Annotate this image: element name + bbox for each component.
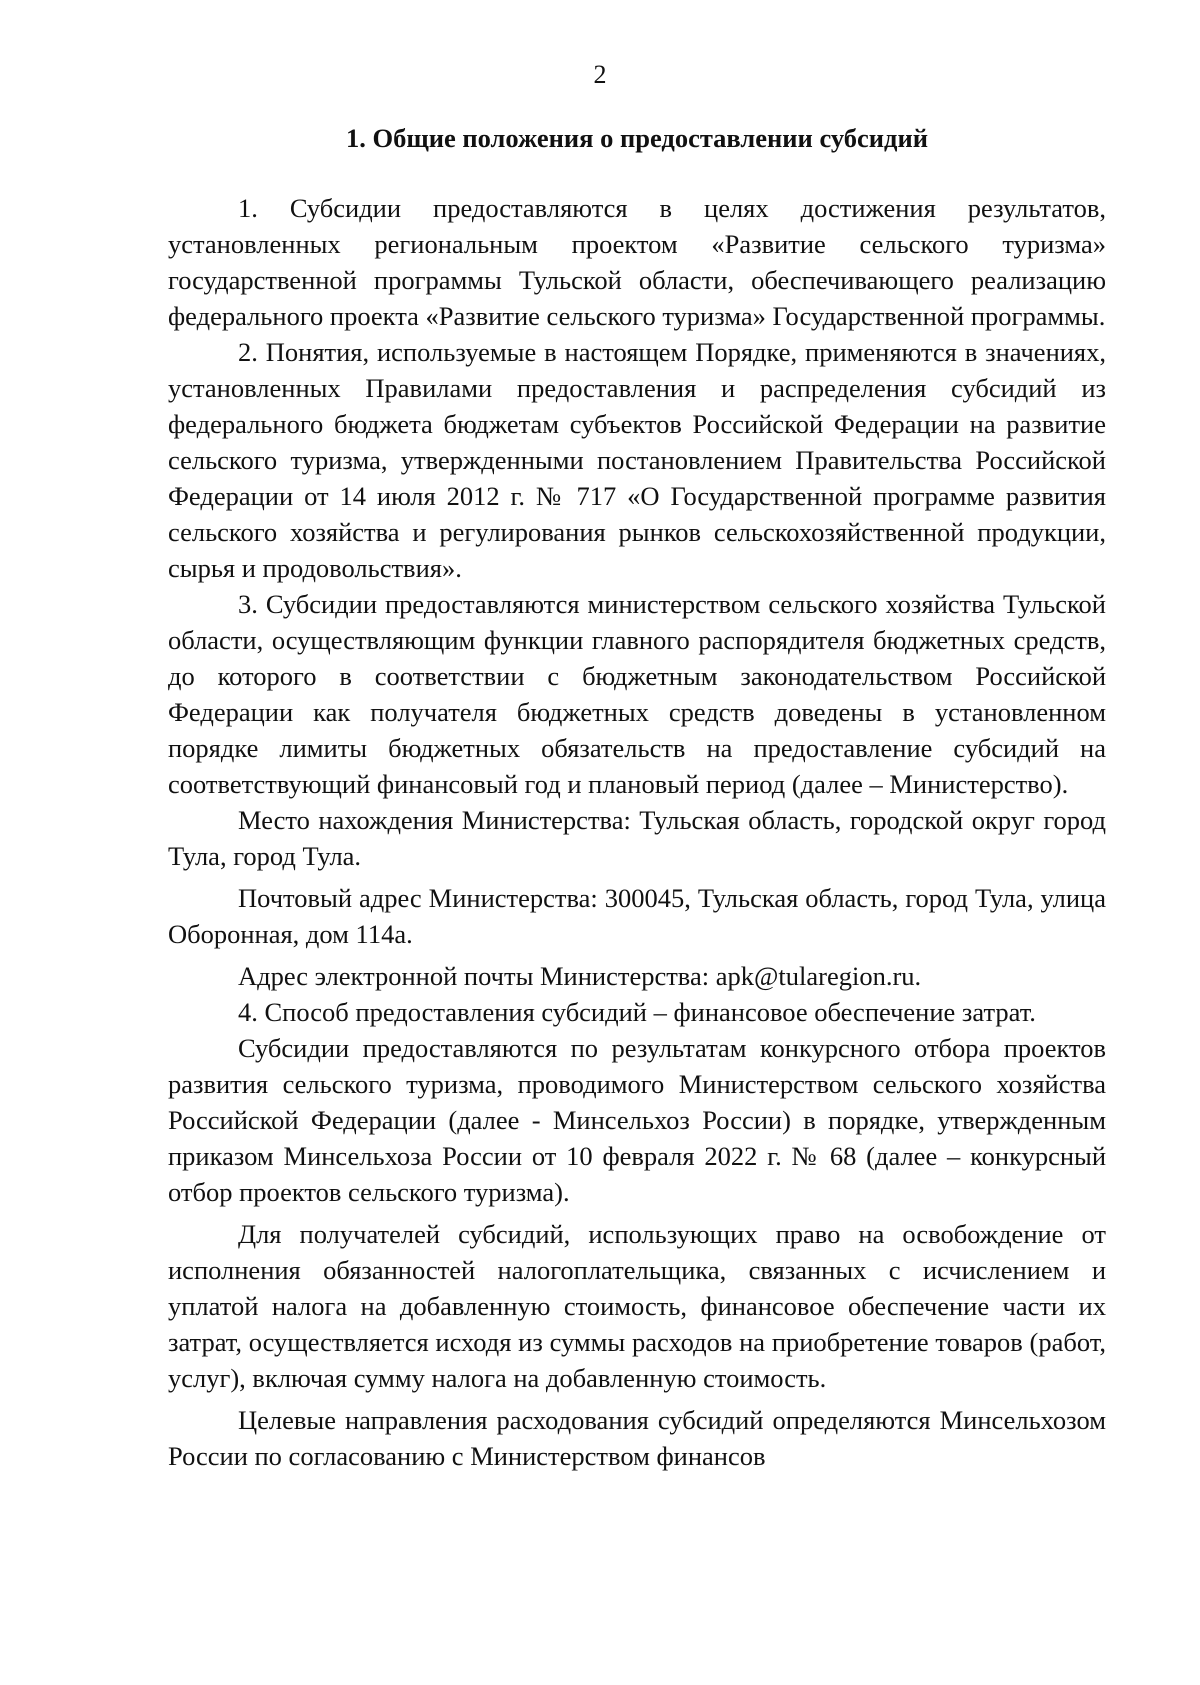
section-heading: 1. Общие положения о предоставлении субсидий	[345, 123, 928, 153]
page-number: 2	[593, 60, 607, 89]
paragraph-selection: Субсидии предоставляются по результатам конкурсного отбора проектов развития сельского туризма, проводимого Министерством сельского хозяйства Российской Федерации (далее - Минсельхоз России) в порядке, утвержденным приказом Минсельхоза России от 10 февраля 2022 г. № 68 (далее – конкурсный отбор проектов сельского туризма).	[168, 1033, 1106, 1207]
paragraph-3: 3. Субсидии предоставляются министерством сельского хозяйства Тульской области, осуществляющим функции главного распорядителя бюджетных средств, до которого в соответствии с бюджетным законодательством Российской Федерации как получателя бюджетных средств доведены в установленном порядке лимиты бюджетных обязательств на предоставление субсидий на соответствующий финансовый год и плановый период (далее – Министерство).	[168, 589, 1106, 799]
document-body	[168, 190, 1106, 1474]
paragraph-2: 2. Понятия, используемые в настоящем Порядке, применяются в значениях, установленных Правилами предоставления и распределения субсидий из федерального бюджета бюджетам субъектов Российской Федерации на развитие сельского туризма, утвержденными постановлением Правительства Российской Федерации от 14 июля 2012 г. № 717 «О Государственной программе развития сельского хозяйства и регулирования рынков сельскохозяйственной продукции, сырья и продовольствия».	[168, 337, 1106, 583]
paragraph-vat: Для получателей субсидий, использующих право на освобождение от исполнения обязанностей налогоплательщика, связанных с исчислением и уплатой налога на добавленную стоимость, финансовое обеспечение части их затрат, осуществляется исходя из суммы расходов на приобретение товаров (работ, услуг), включая сумму налога на добавленную стоимость.	[168, 1219, 1106, 1393]
paragraph-1: 1. Субсидии предоставляются в целях достижения результатов, установленных региональным проектом «Развитие сельского туризма» государственной программы Тульской области, обеспечивающего реализацию федерального проекта «Развитие сельского туризма» Государственной программы.	[168, 193, 1106, 331]
paragraph-email: Адрес электронной почты Министерства: apk@tularegion.ru.	[238, 961, 922, 991]
paragraph-target-directions: Целевые направления расходования субсидий определяются Минсельхозом России по согласованию с Министерством финансов	[168, 1405, 1106, 1471]
paragraph-postal-address: Почтовый адрес Министерства: 300045, Тульская область, город Тула, улица Оборонная, дом 114а.	[168, 883, 1106, 949]
paragraph-location: Место нахождения Министерства: Тульская область, городской округ город Тула, город Тула.	[168, 805, 1106, 871]
paragraph-4: 4. Способ предоставления субсидий – финансовое обеспечение затрат.	[238, 997, 1036, 1027]
